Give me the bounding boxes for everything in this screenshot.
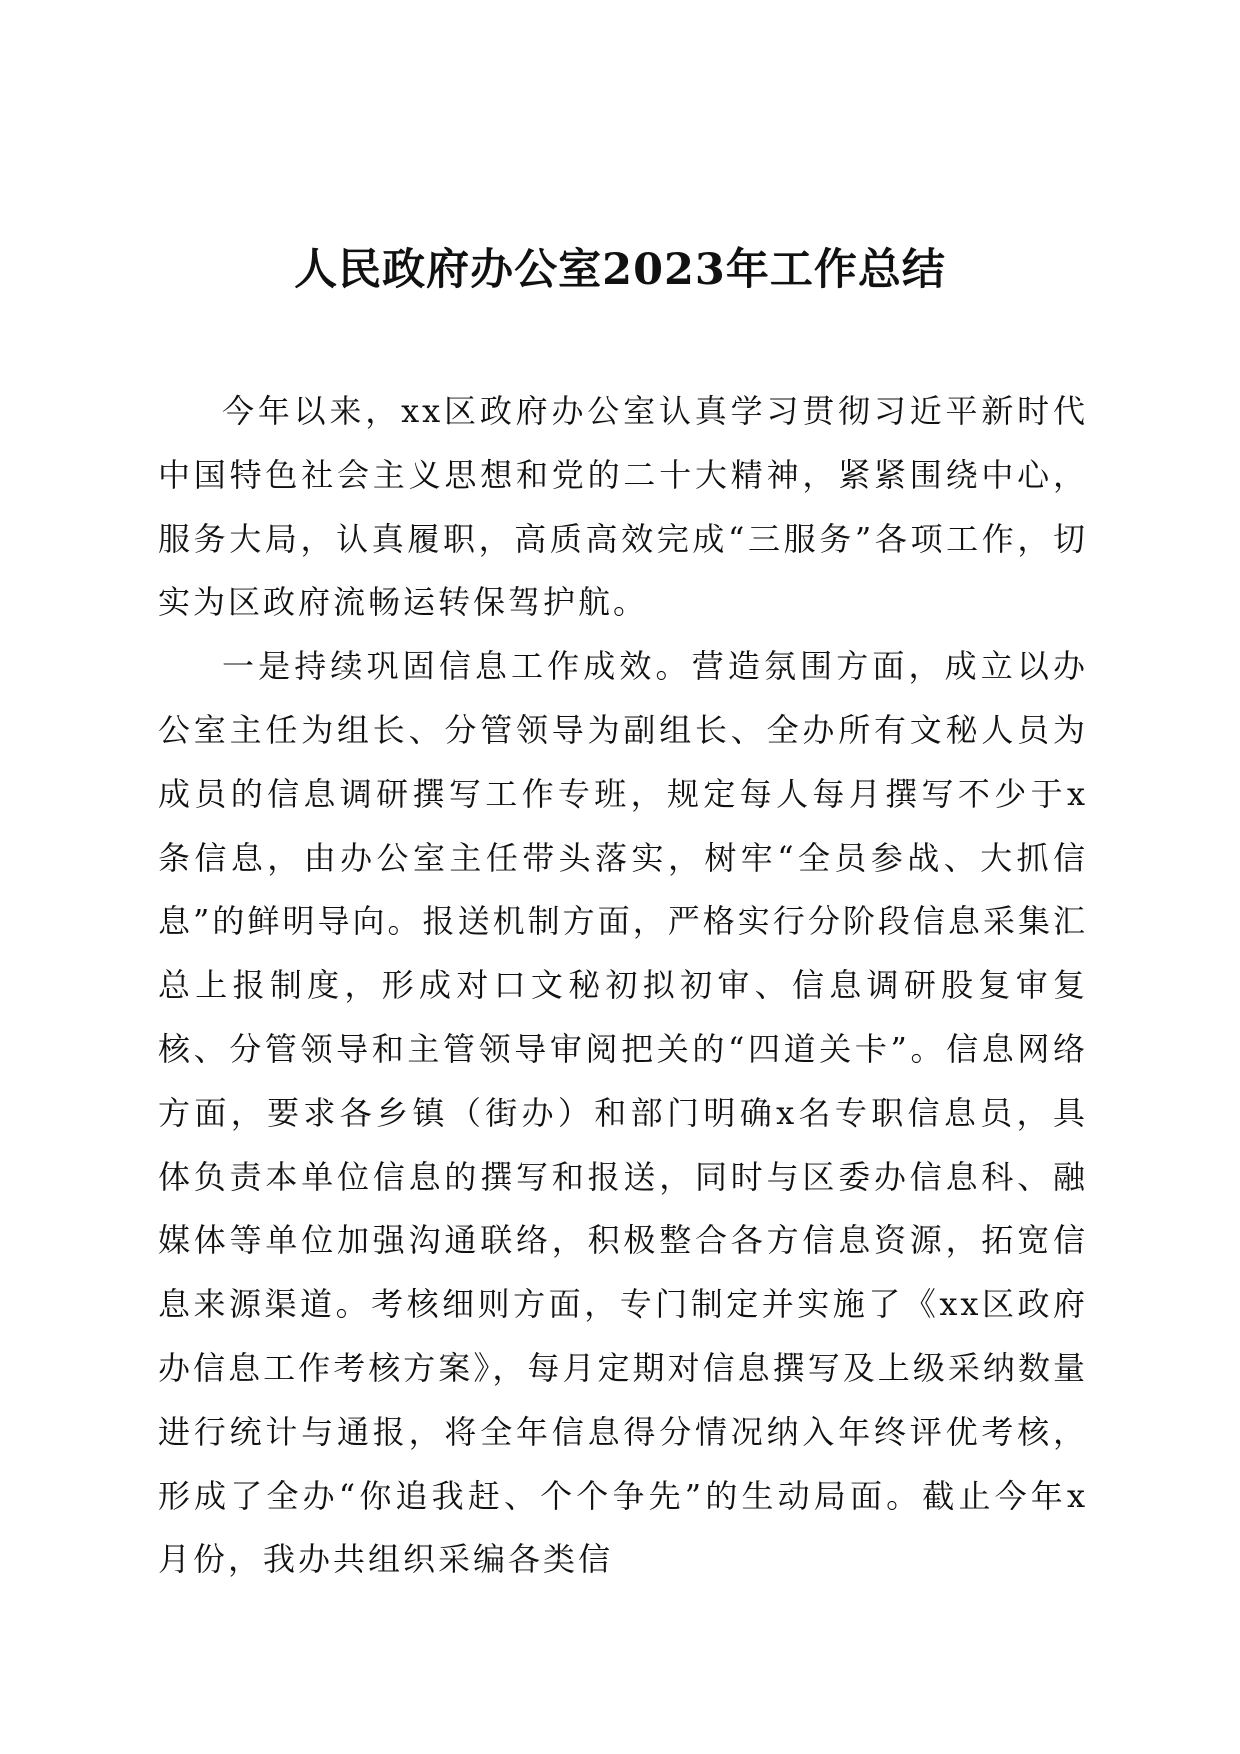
document-title: 人民政府办公室2023年工作总结: [294, 245, 946, 295]
paragraph-intro: 今年以来，xx区政府办公室认真学习贯彻习近平新时代中国特色社会主义思想和党的二十大精神，紧紧围绕中心，服务大局，认真履职，高质高效完成“三服务”各项工作，切实为区政府流畅运转保驾护航。: [158, 392, 1088, 622]
document-body: [158, 380, 1088, 1592]
paragraph-information-work: 一是持续巩固信息工作成效。营造氛围方面，成立以办公室主任为组长、分管领导为副组长、全办所有文秘人员为成员的信息调研撰写工作专班，规定每人每月撰写不少于x条信息，由办公室主任带头落实，树牢“全员参战、大抓信息”的鲜明导向。报送机制方面，严格实行分阶段信息采集汇总上报制度，形成对口文秘初拟初审、信息调研股复审复核、分管领导和主管领导审阅把关的“四道关卡”。信息网络方面，要求各乡镇（街办）和部门明确x名专职信息员，具体负责本单位信息的撰写和报送，同时与区委办信息科、融媒体等单位加强沟通联络，积极整合各方信息资源，拓宽信息来源渠道。考核细则方面，专门制定并实施了《xx区政府办信息工作考核方案》，每月定期对信息撰写及上级采纳数量进行统计与通报，将全年信息得分情况纳入年终评优考核，形成了全办“你追我赶、个个争先”的生动局面。截止今年x月份，我办共组织采编各类信: [158, 647, 1088, 1579]
